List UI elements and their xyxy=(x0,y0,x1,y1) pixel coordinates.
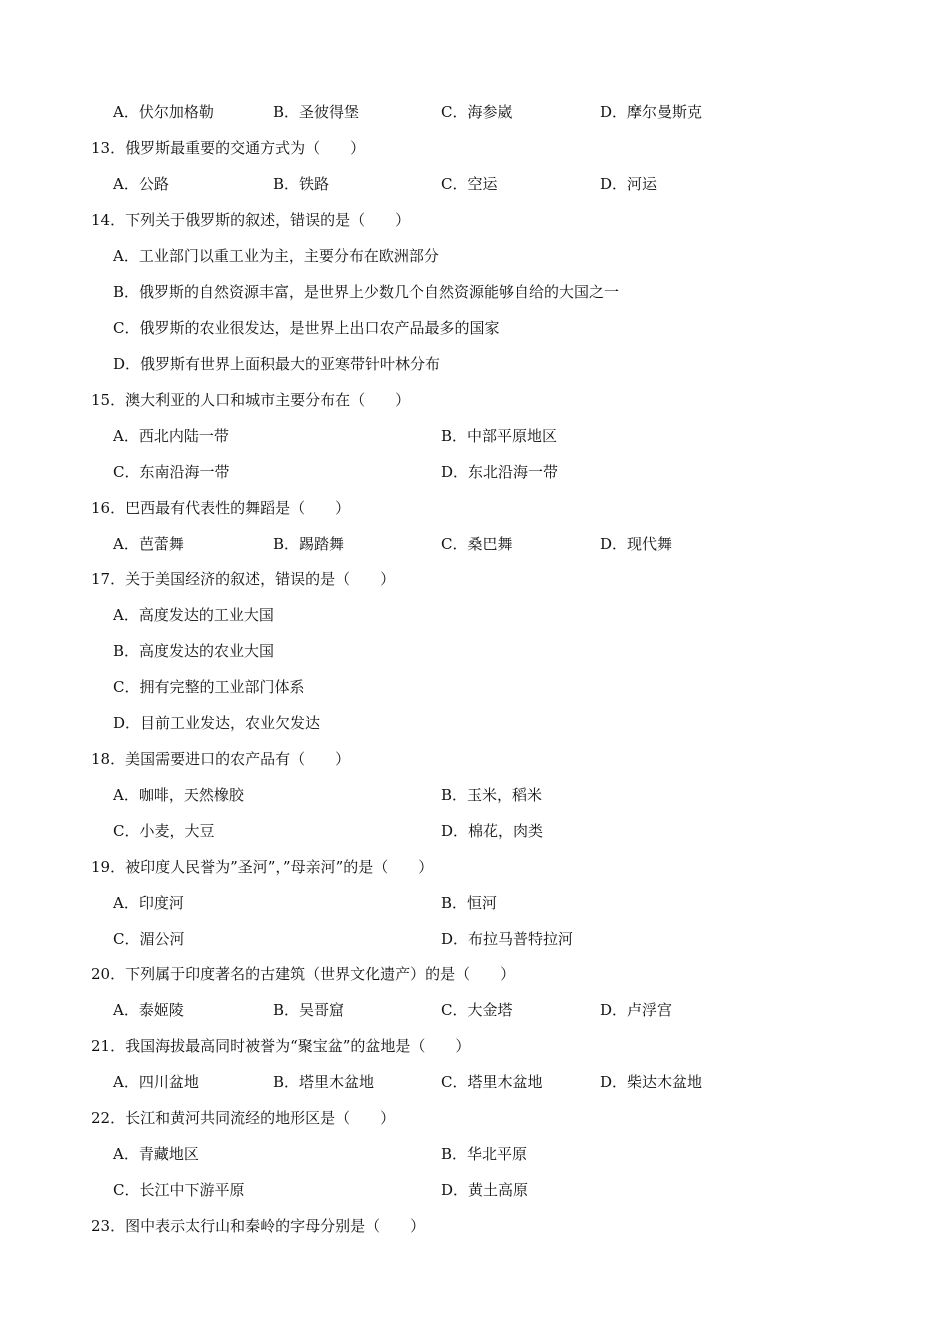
q20-option-d: D．卢浮宫 xyxy=(600,1001,673,1019)
q15-stem: 15．澳大利亚的人口和城市主要分布在（ ） xyxy=(91,391,411,409)
q17-option-a: A．高度发达的工业大国 xyxy=(113,606,274,624)
q18-option-a: A．咖啡，天然橡胶 xyxy=(113,786,244,804)
q21-stem: 21．我国海拔最高同时被誉为“聚宝盆”的盆地是（ ） xyxy=(91,1037,471,1055)
q16-option-b: B．踢踏舞 xyxy=(273,535,345,553)
q22-option-c: C．长江中下游平原 xyxy=(113,1181,245,1199)
q17-stem: 17．关于美国经济的叙述，错误的是（ ） xyxy=(91,570,396,588)
q15-option-a: A．西北内陆一带 xyxy=(113,427,229,445)
q17-option-b: B．高度发达的农业大国 xyxy=(113,642,275,660)
q16-option-d: D．现代舞 xyxy=(600,535,673,553)
q23-stem: 23．图中表示太行山和秦岭的字母分别是（ ） xyxy=(91,1217,426,1235)
q12-option-a: A．伏尔加格勒 xyxy=(113,103,214,121)
q12-option-b: B．圣彼得堡 xyxy=(273,103,360,121)
q19-option-a: A．印度河 xyxy=(113,894,184,912)
q12-option-c: C．海参崴 xyxy=(441,103,513,121)
q16-option-a: A．芭蕾舞 xyxy=(113,535,184,553)
q20-option-c: C．大金塔 xyxy=(441,1001,513,1019)
q19-stem: 19．被印度人民誉为”圣河”，”母亲河”的是（ ） xyxy=(91,858,434,876)
q17-option-c: C．拥有完整的工业部门体系 xyxy=(113,678,305,696)
q13-option-a: A．公路 xyxy=(113,175,169,193)
q14-option-c: C．俄罗斯的农业很发达，是世界上出口农产品最多的国家 xyxy=(113,319,500,337)
q22-stem: 22．长江和黄河共同流经的地形区是（ ） xyxy=(91,1109,396,1127)
q18-option-d: D．棉花，肉类 xyxy=(441,822,544,840)
q15-option-c: C．东南沿海一带 xyxy=(113,463,230,481)
q19-option-d: D．布拉马普特拉河 xyxy=(441,930,574,948)
q21-option-b: B．塔里木盆地 xyxy=(273,1073,375,1091)
q21-option-c: C．塔里木盆地 xyxy=(441,1073,543,1091)
q19-option-c: C．湄公河 xyxy=(113,930,185,948)
q18-option-c: C．小麦，大豆 xyxy=(113,822,215,840)
q15-option-b: B．中部平原地区 xyxy=(441,427,558,445)
q13-option-d: D．河运 xyxy=(600,175,658,193)
q21-option-a: A．四川盆地 xyxy=(113,1073,199,1091)
q16-stem: 16．巴西最有代表性的舞蹈是（ ） xyxy=(91,499,351,517)
q21-option-d: D．柴达木盆地 xyxy=(600,1073,703,1091)
q14-stem: 14．下列关于俄罗斯的叙述，错误的是（ ） xyxy=(91,211,411,229)
q18-stem: 18．美国需要进口的农产品有（ ） xyxy=(91,750,351,768)
q13-option-b: B．铁路 xyxy=(273,175,330,193)
q13-stem: 13．俄罗斯最重要的交通方式为（ ） xyxy=(91,139,366,157)
q14-option-b: B．俄罗斯的自然资源丰富，是世界上少数几个自然资源能够自给的大国之一 xyxy=(113,283,620,301)
q20-option-a: A．泰姬陵 xyxy=(113,1001,184,1019)
q22-option-d: D．黄土高原 xyxy=(441,1181,529,1199)
q17-option-d: D．目前工业发达，农业欠发达 xyxy=(113,714,321,732)
q22-option-a: A．青藏地区 xyxy=(113,1145,199,1163)
q18-option-b: B．玉米，稻米 xyxy=(441,786,543,804)
q22-option-b: B．华北平原 xyxy=(441,1145,528,1163)
q14-option-d: D．俄罗斯有世界上面积最大的亚寒带针叶林分布 xyxy=(113,355,441,373)
q13-option-c: C．空运 xyxy=(441,175,498,193)
q20-option-b: B．吴哥窟 xyxy=(273,1001,345,1019)
q15-option-d: D．东北沿海一带 xyxy=(441,463,559,481)
q16-option-c: C．桑巴舞 xyxy=(441,535,513,553)
q20-stem: 20．下列属于印度著名的古建筑（世界文化遗产）的是（ ） xyxy=(91,965,516,983)
q19-option-b: B．恒河 xyxy=(441,894,498,912)
q14-option-a: A．工业部门以重工业为主，主要分布在欧洲部分 xyxy=(113,247,439,265)
q12-option-d: D．摩尔曼斯克 xyxy=(600,103,703,121)
